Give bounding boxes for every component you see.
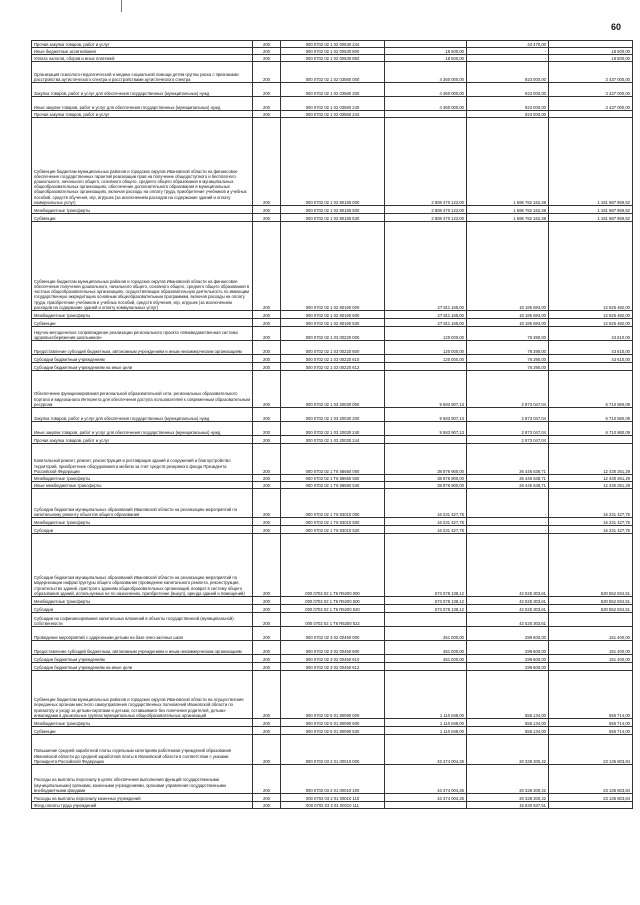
row-name: Уплата налогов, сборов и иных платежей: [32, 55, 253, 62]
row-code: 200: [253, 482, 281, 489]
row-name: Межбюджетные трансферты: [32, 475, 253, 482]
row-remaining: [549, 111, 633, 118]
row-remaining: [549, 363, 633, 371]
table-row: [32, 371, 633, 408]
row-name: Межбюджетные трансферты: [32, 206, 253, 214]
row-name: Субсидии бюджетам муниципальных образований Ивановской области на реализацию мероприятий по модернизации инфраструктуры общего образования (проведение капитального ремонта, реконструкция, строительство зданий, пристроя к зданиям общеобразовательных организаций, возврат в систему общего образования зданий, используемых не по назначению, приобретение (выкуп), аренда зданий и помещений): [32, 534, 253, 597]
row-executed: 555 134,00: [467, 727, 549, 735]
row-kbk: 000 0702 02 3 02 00450 612: [281, 663, 385, 671]
row-executed: 15 630 537,51: [467, 802, 549, 809]
row-approved: 9 583 907,13: [385, 408, 467, 422]
row-code: 200: [253, 605, 281, 613]
row-code: 200: [253, 355, 281, 363]
row-executed: 15 185 683,00: [467, 311, 549, 319]
row-executed: 20 338 200,42: [467, 765, 549, 794]
row-remaining: 151 400,00: [549, 641, 633, 655]
row-executed: 299 600,00: [467, 627, 549, 641]
row-kbk: 000 0702 02 1 02 80160 000: [281, 222, 385, 311]
row-name: Иные бюджетные ассигнования: [32, 48, 253, 55]
row-code: 200: [253, 97, 281, 111]
row-kbk: 000 0702 02 1 02 80150 530: [281, 214, 385, 222]
row-kbk: 000 0702 02 1 02 03560 244: [281, 111, 385, 118]
table-row: [32, 97, 633, 111]
row-name: Субвенции: [32, 319, 253, 327]
row-kbk: 000 0702 02 1 03 00220 610: [281, 355, 385, 363]
row-name: Межбюджетные трансферты: [32, 311, 253, 319]
row-remaining: 16 231 427,75: [549, 489, 633, 518]
row-executed: -: [467, 48, 549, 55]
row-approved: [385, 363, 467, 371]
table-row: [32, 475, 633, 482]
row-approved: 120 000,00: [385, 355, 467, 363]
row-code: 200: [253, 436, 281, 444]
row-remaining: 151 400,00: [549, 655, 633, 663]
table-row: [32, 794, 633, 802]
row-name: Субсидии: [32, 605, 253, 613]
row-approved: 27 811 165,00: [385, 222, 467, 311]
row-executed: 76 390,00: [467, 355, 549, 363]
table-row: [32, 55, 633, 62]
row-approved: 43 474 004,26: [385, 794, 467, 802]
row-name: Расходы на выплаты персоналу в целях обеспечения выполнения функций государственными (муниципальными) органами, казенными учреждениями, органами управления государственными внебюджетными фондами: [32, 765, 253, 794]
row-remaining: 3 437 000,00: [549, 97, 633, 111]
row-executed: 42 525 303,61: [467, 605, 549, 613]
row-code: 200: [253, 765, 281, 794]
row-approved: 451 000,00: [385, 641, 467, 655]
row-remaining: 1 161 687 959,52: [549, 206, 633, 214]
row-executed: 299 600,00: [467, 663, 549, 671]
row-approved: 451 000,00: [385, 627, 467, 641]
row-kbk: 000 0702 02 1 Т6 83010 000: [281, 489, 385, 518]
row-remaining: [549, 663, 633, 671]
row-name: Проведение мероприятий с одаренными детьми на базе очно-заочных школ: [32, 627, 253, 641]
row-code: 200: [253, 206, 281, 214]
row-approved: 27 811 165,00: [385, 319, 467, 327]
row-executed: 299 600,00: [467, 655, 549, 663]
row-remaining: 12 625 482,00: [549, 222, 633, 311]
row-name: Субвенции бюджетам муниципальных районов и городских округов Ивановской области на осуществление переданных органам местного самоуправления государственных полномочий Ивановской области по присмотру и уходу за детьми-сиротами и детьми, оставшимися без попечения родителей, детьми-инвалидами в дошкольных группах муниципальных общеобразовательных организаций: [32, 671, 253, 719]
row-approved: 1 110 848,00: [385, 719, 467, 727]
row-executed: 26 446 638,71: [467, 482, 549, 489]
row-remaining: [549, 41, 633, 48]
row-executed: -: [467, 55, 549, 62]
row-executed: 1 696 782 162,48: [467, 206, 549, 214]
table-row: [32, 48, 633, 55]
row-name: Прочая закупка товаров, работ и услуг: [32, 111, 253, 118]
row-name: Научно-методическое сопровождение реализации регионального проекта «Межведомственная система здоровьесбережения школьников»: [32, 327, 253, 341]
row-name: Предоставление субсидий бюджетным, автономным учреждениям и иным некоммерческим организациям: [32, 341, 253, 355]
row-name: Прочая закупка товаров, работ и услуг: [32, 436, 253, 444]
row-remaining: 12 430 261,29: [549, 444, 633, 475]
row-name: Обеспечение функционирования региональной образовательной сети, региональных образовательного портала и видеоканала Интернета для обеспечения доступа пользователей к современным образовательным ресурсам: [32, 371, 253, 408]
row-name: Межбюджетные трансферты: [32, 518, 253, 526]
row-remaining: 6 710 860,09: [549, 422, 633, 436]
row-remaining: 530 552 834,51: [549, 597, 633, 605]
row-approved: 16 231 427,75: [385, 518, 467, 526]
row-kbk: 000 0702 03 2 01 00010 100: [281, 765, 385, 794]
row-name: Субвенции бюджетам муниципальных районов и городских округов Ивановской области на финансовое обеспечение получения дошкольного, начального общего, основного общего, среднего общего образования в частных общеобразовательных организациях, осуществляющих образовательную деятельность по имеющим государственную аккредитацию основным общеобразовательным программам, включая расходы на оплату труда, приобретение учебников и учебных пособий, средств обучения, игр, игрушек (за исключением расходов на содержание зданий и оплату коммунальных услуг): [32, 222, 253, 311]
row-code: 200: [253, 327, 281, 341]
row-approved: [385, 436, 467, 444]
row-approved: 1 110 848,00: [385, 671, 467, 719]
row-name: Межбюджетные трансферты: [32, 719, 253, 727]
row-code: 200: [253, 475, 281, 482]
row-kbk: 000 0702 02 1 Т6 R5200 500: [281, 597, 385, 605]
row-code: 200: [253, 526, 281, 534]
row-approved: 2 858 470 122,00: [385, 214, 467, 222]
row-kbk: 000 0702 02 1 Т6 58650 000: [281, 444, 385, 475]
budget-execution-table: [31, 40, 633, 809]
row-remaining: 12 430 261,29: [549, 475, 633, 482]
table-row: [32, 83, 633, 97]
row-remaining: [549, 802, 633, 809]
row-executed: 2 873 047,04: [467, 371, 549, 408]
row-code: 200: [253, 48, 281, 55]
row-remaining: 23 135 803,84: [549, 735, 633, 765]
table-row: [32, 436, 633, 444]
row-name: Субсидии бюджетным учреждениям: [32, 355, 253, 363]
table-row: [32, 341, 633, 355]
row-approved: [385, 613, 467, 627]
page-number: 60: [611, 22, 622, 32]
row-kbk: 000 0702 02 1 Т6 R5200 000: [281, 534, 385, 597]
row-remaining: 151 400,00: [549, 627, 633, 641]
row-name: Субсидии бюджетным учреждениям на иные цели: [32, 663, 253, 671]
row-approved: [385, 802, 467, 809]
row-remaining: 18 500,00: [549, 55, 633, 62]
row-approved: 16 231 427,75: [385, 526, 467, 534]
row-executed: -: [467, 489, 549, 518]
row-name: Субвенции бюджетам муниципальных районов и городских округов Ивановской области на финансовое обеспечение государственных гарантий реализации прав на получение общедоступного и бесплатного дошкольного, начального общего, основного общего, среднего общего образования в муниципальных общеобразовательных организациях, обеспечение дополнительного образования в муниципальных общеобразовательных организациях, включая расходы на оплату труда, приобретение учебников и учебных пособий, средств обучения, игр, игрушек (за исключением расходов на содержание зданий и оплату коммунальных услуг): [32, 118, 253, 206]
row-code: 200: [253, 663, 281, 671]
row-executed: 76 390,00: [467, 341, 549, 355]
table-row: [32, 41, 633, 48]
row-name: Прочая закупка товаров, работ и услуг: [32, 41, 253, 48]
row-code: 200: [253, 719, 281, 727]
row-name: Иные закупки товаров, работ и услуг для обеспечения государственных (муниципальных) нужд: [32, 97, 253, 111]
row-kbk: 000 0702 02 1 02 80160 530: [281, 319, 385, 327]
row-kbk: 000 0702 02 1 02 03560 200: [281, 83, 385, 97]
table-row: [32, 363, 633, 371]
row-remaining: 12 625 482,00: [549, 319, 633, 327]
row-code: 200: [253, 341, 281, 355]
row-remaining: 555 714,00: [549, 671, 633, 719]
row-remaining: [549, 613, 633, 627]
row-executed: 76 390,00: [467, 363, 549, 371]
row-name: Закупка товаров, работ и услуг для обеспечения государственных (муниципальных) нужд: [32, 408, 253, 422]
row-code: 200: [253, 597, 281, 605]
row-kbk: 000 0702 02 1 03 20030 244: [281, 436, 385, 444]
row-remaining: 43 610,00: [549, 341, 633, 355]
row-executed: 76 390,00: [467, 327, 549, 341]
row-name: Организация психолого-педагогической и медико-социальной помощи детям группы риска с признаками расстройства аутистического спектра и расстройствами аутистического спектра: [32, 62, 253, 83]
row-remaining: [549, 436, 633, 444]
row-remaining: 555 714,00: [549, 719, 633, 727]
row-approved: 573 078 138,12: [385, 597, 467, 605]
row-remaining: 12 430 261,29: [549, 482, 633, 489]
row-name: Субсидии бюджетным учреждениям на иные цели: [32, 363, 253, 371]
row-remaining: 3 437 000,00: [549, 62, 633, 83]
row-code: 200: [253, 534, 281, 597]
row-executed: 20 338 200,42: [467, 794, 549, 802]
row-executed: 1 696 782 162,48: [467, 118, 549, 206]
row-remaining: 1 161 687 959,52: [549, 214, 633, 222]
row-kbk: 000 0702 03 2 01 00010 110: [281, 794, 385, 802]
row-approved: 120 000,00: [385, 341, 467, 355]
row-name: Фонд оплаты труда учреждений: [32, 802, 253, 809]
row-executed: 15 185 683,00: [467, 319, 549, 327]
table-row: [32, 765, 633, 794]
row-approved: 43 474 004,26: [385, 735, 467, 765]
row-approved: 18 500,00: [385, 48, 467, 55]
row-code: 200: [253, 518, 281, 526]
table-row: [32, 605, 633, 613]
row-kbk: 000 0702 03 2 01 00010 000: [281, 735, 385, 765]
table-row: [32, 444, 633, 475]
row-code: 200: [253, 641, 281, 655]
row-executed: 42 525 303,61: [467, 613, 549, 627]
margin-mark: [121, 0, 122, 12]
row-code: 200: [253, 802, 281, 809]
row-kbk: 000 0702 02 1 02 80150 500: [281, 206, 385, 214]
row-code: 200: [253, 627, 281, 641]
row-code: 200: [253, 489, 281, 518]
row-kbk: 000 0702 02 3 02 00450 000: [281, 627, 385, 641]
row-approved: [385, 41, 467, 48]
row-approved: 43 474 004,26: [385, 765, 467, 794]
table-row: [32, 735, 633, 765]
table-row: [32, 422, 633, 436]
row-remaining: 23 135 803,84: [549, 794, 633, 802]
row-name: Повышение средней заработной платы отдельным категориям работников учреждений образования Ивановской области до средней заработной платы в Ивановской области в соответствии с указами Президента Российской Федерации: [32, 735, 253, 765]
row-kbk: 000 0702 02 3 02 00450 610: [281, 655, 385, 663]
row-approved: 120 000,00: [385, 327, 467, 341]
row-kbk: 000 0702 02 1 03 20030 240: [281, 422, 385, 436]
row-approved: [385, 111, 467, 118]
row-approved: 4 360 000,00: [385, 62, 467, 83]
row-executed: 2 873 047,04: [467, 422, 549, 436]
row-approved: 16 231 427,75: [385, 489, 467, 518]
row-approved: 4 360 000,00: [385, 83, 467, 97]
row-code: 200: [253, 111, 281, 118]
row-code: 200: [253, 55, 281, 62]
table-row: [32, 518, 633, 526]
row-code: 200: [253, 62, 281, 83]
table-row: [32, 408, 633, 422]
table-row: [32, 355, 633, 363]
table-row: [32, 655, 633, 663]
row-remaining: 6 710 860,09: [549, 408, 633, 422]
row-name: Субвенции: [32, 727, 253, 735]
row-code: 200: [253, 444, 281, 475]
row-approved: 38 876 900,00: [385, 444, 467, 475]
row-approved: 1 110 848,00: [385, 727, 467, 735]
table-row: [32, 327, 633, 341]
row-kbk: 000 0702 02 1 03 00220 612: [281, 363, 385, 371]
row-executed: 923 000,00: [467, 83, 549, 97]
row-remaining: 43 610,00: [549, 327, 633, 341]
table-row: [32, 727, 633, 735]
row-code: 200: [253, 311, 281, 319]
table-row: [32, 802, 633, 809]
table-row: [32, 311, 633, 319]
row-kbk: 000 0702 02 1 02 00530 244: [281, 41, 385, 48]
row-kbk: 000 0702 02 1 03 20030 000: [281, 371, 385, 408]
row-code: 200: [253, 613, 281, 627]
table-row: [32, 319, 633, 327]
row-executed: 1 696 782 162,48: [467, 214, 549, 222]
table-row: [32, 482, 633, 489]
table-row: [32, 627, 633, 641]
row-executed: 42 525 303,61: [467, 534, 549, 597]
row-code: 200: [253, 41, 281, 48]
row-approved: 27 811 165,00: [385, 311, 467, 319]
row-code: 200: [253, 422, 281, 436]
row-kbk: 000 0702 02 1 Т6 83010 500: [281, 518, 385, 526]
row-remaining: 555 714,00: [549, 727, 633, 735]
row-remaining: 3 437 000,00: [549, 83, 633, 97]
row-remaining: 12 625 482,00: [549, 311, 633, 319]
row-remaining: 43 610,00: [549, 355, 633, 363]
row-remaining: 16 231 427,75: [549, 518, 633, 526]
row-remaining: 16 231 427,75: [549, 526, 633, 534]
row-name: Субсидии бюджетным учреждениям: [32, 655, 253, 663]
row-code: 200: [253, 655, 281, 663]
row-code: 200: [253, 794, 281, 802]
table-row: [32, 641, 633, 655]
row-approved: 9 583 907,13: [385, 422, 467, 436]
table-row: [32, 206, 633, 214]
row-executed: 923 000,00: [467, 111, 549, 118]
row-code: 200: [253, 727, 281, 735]
row-executed: 15 185 683,00: [467, 222, 549, 311]
row-kbk: 000 0702 02 1 02 03560 000: [281, 62, 385, 83]
row-approved: 4 360 000,00: [385, 97, 467, 111]
row-code: 200: [253, 671, 281, 719]
row-kbk: 000 0702 02 1 Т6 58650 500: [281, 475, 385, 482]
row-kbk: 000 0702 02 3 02 00450 600: [281, 641, 385, 655]
row-code: 200: [253, 118, 281, 206]
row-executed: 555 134,00: [467, 719, 549, 727]
row-kbk: 000 0702 02 1 02 80160 500: [281, 311, 385, 319]
row-kbk: 000 0702 02 1 02 00530 850: [281, 55, 385, 62]
row-code: 200: [253, 222, 281, 311]
row-executed: 923 000,00: [467, 97, 549, 111]
row-approved: 2 858 470 122,00: [385, 118, 467, 206]
table-row: [32, 111, 633, 118]
row-code: 200: [253, 363, 281, 371]
row-executed: 2 873 047,04: [467, 408, 549, 422]
row-kbk: 000 0702 02 1 Т6 58650 540: [281, 482, 385, 489]
row-name: Предоставление субсидий бюджетным, автономным учреждениям и иным некоммерческим организациям: [32, 641, 253, 655]
row-executed: -: [467, 518, 549, 526]
row-remaining: 530 552 834,51: [549, 534, 633, 597]
row-approved: 573 078 138,12: [385, 534, 467, 597]
row-executed: 26 446 638,71: [467, 475, 549, 482]
table-row: [32, 613, 633, 627]
row-remaining: 530 552 834,51: [549, 605, 633, 613]
row-kbk: 000 0702 02 5 01 80090 000: [281, 671, 385, 719]
row-approved: 38 876 900,00: [385, 482, 467, 489]
row-code: 200: [253, 735, 281, 765]
row-executed: 2 873 047,04: [467, 436, 549, 444]
row-executed: 923 000,00: [467, 62, 549, 83]
row-approved: 451 000,00: [385, 655, 467, 663]
table-row: [32, 719, 633, 727]
table-row: [32, 597, 633, 605]
row-executed: 26 446 638,71: [467, 444, 549, 475]
table-row: [32, 118, 633, 206]
row-remaining: 18 500,00: [549, 48, 633, 55]
table-row: [32, 489, 633, 518]
row-executed: 43 470,00: [467, 41, 549, 48]
row-approved: 18 500,00: [385, 55, 467, 62]
row-approved: 573 078 138,12: [385, 605, 467, 613]
row-kbk: 000 0702 02 1 02 00530 800: [281, 48, 385, 55]
row-code: 200: [253, 371, 281, 408]
row-executed: 42 525 303,61: [467, 597, 549, 605]
row-approved: 2 858 470 122,00: [385, 206, 467, 214]
row-name: Капитальный ремонт, ремонт, реконструкция и реставрация зданий и сооружений и благоустройство территорий, приобретение оборудования и мебели за счет средств резервного фонда Президента Российской Федерации: [32, 444, 253, 475]
row-code: 200: [253, 83, 281, 97]
row-name: Иные межбюджетные трансферты: [32, 482, 253, 489]
row-approved: 9 583 907,13: [385, 371, 467, 408]
row-name: Субсидии: [32, 526, 253, 534]
row-kbk: 000 0702 02 1 02 03560 240: [281, 97, 385, 111]
row-kbk: 000 0702 02 1 Т6 83010 520: [281, 526, 385, 534]
row-executed: -: [467, 526, 549, 534]
row-kbk: 000 0702 02 1 03 20030 200: [281, 408, 385, 422]
table-row: [32, 214, 633, 222]
row-remaining: 23 135 803,84: [549, 765, 633, 794]
row-name: Межбюджетные трансферты: [32, 597, 253, 605]
row-name: Субсидии бюджетам муниципальных образований Ивановской области на реализацию мероприятий по капитальному ремонту объектов общего образования: [32, 489, 253, 518]
row-executed: 20 338 200,42: [467, 735, 549, 765]
row-kbk: 000 0702 02 1 03 00220 600: [281, 341, 385, 355]
table-row: [32, 62, 633, 83]
table-row: [32, 671, 633, 719]
row-code: 200: [253, 319, 281, 327]
row-remaining: 1 161 687 959,52: [549, 118, 633, 206]
row-approved: [385, 663, 467, 671]
row-kbk: 000 0702 02 5 01 80090 500: [281, 719, 385, 727]
table-row: [32, 526, 633, 534]
row-name: Субсидии на софинансирование капитальных вложений в объекты государственной (муниципальной) собственности: [32, 613, 253, 627]
row-code: 200: [253, 408, 281, 422]
row-kbk: 000 0702 02 1 02 80150 000: [281, 118, 385, 206]
row-kbk: 000 0702 03 2 01 00010 111: [281, 802, 385, 809]
table-row: [32, 663, 633, 671]
row-executed: 299 600,00: [467, 641, 549, 655]
row-name: Субвенции: [32, 214, 253, 222]
row-name: Закупка товаров, работ и услуг для обеспечения государственных (муниципальных) нужд: [32, 83, 253, 97]
row-executed: 555 134,00: [467, 671, 549, 719]
row-name: Расходы на выплаты персоналу казенных учреждений: [32, 794, 253, 802]
table-row: [32, 222, 633, 311]
table-row: [32, 534, 633, 597]
row-kbk: 000 0702 02 1 03 00220 000: [281, 327, 385, 341]
row-code: 200: [253, 214, 281, 222]
row-kbk: 000 0702 02 5 01 80090 530: [281, 727, 385, 735]
row-remaining: 6 710 860,09: [549, 371, 633, 408]
row-kbk: 000 0702 02 1 Т6 R5200 520: [281, 605, 385, 613]
row-name: Иные закупки товаров, работ и услуг для обеспечения государственных (муниципальных) нужд: [32, 422, 253, 436]
row-kbk: 000 0702 02 1 Т6 R5200 522: [281, 613, 385, 627]
row-approved: 38 876 900,00: [385, 475, 467, 482]
